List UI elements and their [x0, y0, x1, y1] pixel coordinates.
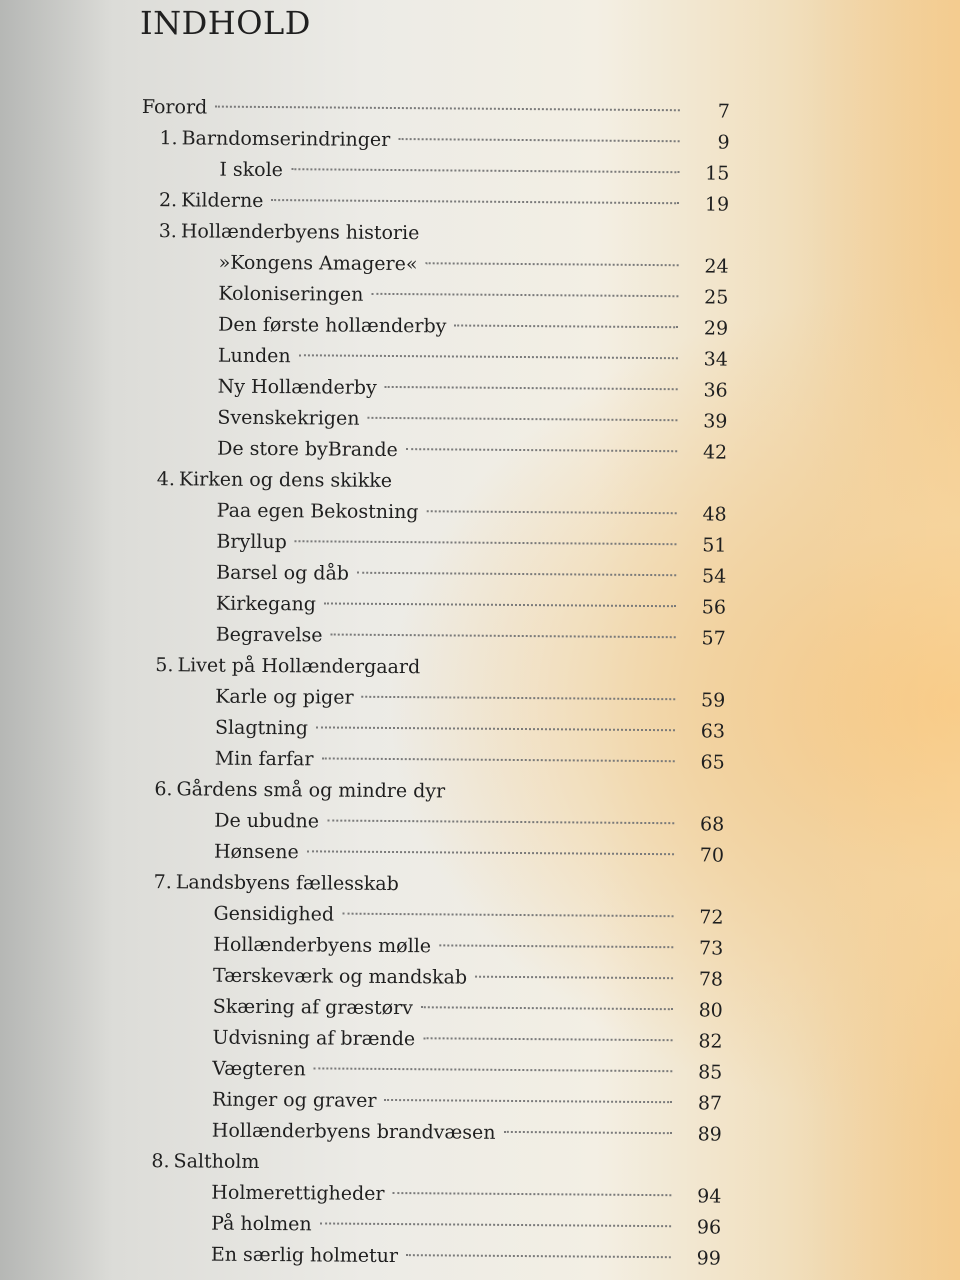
page-number: 54 — [701, 565, 727, 588]
dot-leader — [385, 385, 678, 390]
chapter-number: 1. — [159, 127, 178, 150]
dot-leader — [327, 818, 674, 824]
entry-title: Koloniseringen — [218, 282, 364, 306]
entry-title: Paa egen Bekostning — [216, 499, 419, 524]
page-number: 42 — [702, 441, 728, 464]
page-number: 70 — [699, 844, 725, 867]
toc-entry — [131, 1208, 721, 1244]
page-number: 99 — [696, 1247, 721, 1270]
toc-entry — [133, 898, 723, 934]
page-number: 48 — [702, 503, 727, 526]
dot-leader — [425, 261, 678, 266]
dot-leader — [406, 447, 677, 452]
entry-title: Svenskekrigen — [217, 406, 360, 430]
entry-title: En særlig holmetur — [210, 1243, 399, 1268]
dot-leader — [307, 849, 674, 855]
entry-title: Bryllup — [216, 530, 287, 554]
entry-title: Livet på Hollændergaard — [177, 654, 421, 679]
entry-title: Skæring af græstørv — [212, 995, 414, 1020]
page-number: 15 — [705, 162, 730, 185]
entry-title: Barndomserindringer — [181, 127, 391, 151]
toc-entry — [135, 743, 725, 779]
dot-leader — [295, 539, 677, 545]
dot-leader — [299, 353, 678, 359]
dot-leader — [439, 943, 673, 948]
dot-leader — [271, 198, 679, 204]
toc-entry — [133, 960, 723, 996]
page-title: INDHOLD — [140, 4, 311, 42]
dot-leader — [320, 1221, 671, 1227]
page-number: 68 — [699, 813, 725, 836]
toc-entry — [137, 402, 727, 438]
toc-entry — [138, 371, 728, 407]
entry-title: Min farfar — [214, 747, 314, 771]
page-number: 57 — [701, 627, 726, 650]
page-number: 19 — [704, 193, 730, 216]
chapter-number: 7. — [153, 871, 172, 894]
dot-leader — [427, 509, 677, 514]
dot-leader — [421, 1005, 673, 1010]
toc-entry — [134, 774, 724, 810]
dot-leader — [423, 1036, 672, 1041]
entry-title: Den første hollænderby — [218, 313, 447, 338]
dot-leader — [454, 323, 678, 328]
dot-leader — [215, 105, 680, 112]
page-number: 63 — [700, 720, 726, 743]
toc-entry — [136, 619, 726, 655]
entry-title: Gensidighed — [213, 902, 335, 926]
toc-entry — [137, 433, 727, 469]
entry-title: Forord — [141, 96, 208, 119]
entry-title: Saltholm — [173, 1150, 260, 1173]
entry-title: Barsel og dåb — [216, 561, 350, 585]
chapter-number: 2. — [158, 189, 178, 212]
entry-title: I skole — [219, 158, 284, 182]
page-number: 34 — [703, 348, 729, 371]
toc-entry — [134, 836, 724, 872]
entry-title: Hollænderbyens brandvæsen — [211, 1119, 496, 1144]
toc-entry — [131, 1239, 721, 1275]
entry-title: Tærskeværk og mandskab — [212, 964, 468, 989]
page-number: 89 — [697, 1123, 722, 1146]
toc-entry — [134, 867, 724, 903]
page-number: 24 — [704, 255, 729, 278]
toc-entry — [138, 278, 728, 314]
entry-title: Landsbyens fællesskab — [175, 871, 399, 896]
table-of-contents — [131, 92, 730, 1275]
toc-entry — [135, 650, 725, 686]
dot-leader — [321, 756, 674, 762]
chapter-number: 4. — [156, 468, 176, 491]
toc-entry — [139, 247, 729, 283]
dot-leader — [371, 292, 678, 297]
entry-title: Udvisning af brænde — [212, 1026, 416, 1051]
entry-title: Ringer og graver — [212, 1088, 377, 1112]
dot-leader — [357, 571, 676, 577]
page-number: 29 — [703, 317, 729, 340]
entry-title: De store byBrande — [217, 437, 398, 462]
entry-title: Vægteren — [212, 1057, 306, 1081]
page-number: 65 — [700, 751, 725, 774]
page-number: 85 — [698, 1061, 723, 1084]
dot-leader — [368, 416, 678, 421]
page-number: 7 — [717, 100, 730, 123]
page-number: 59 — [700, 689, 726, 712]
entry-title: Ny Hollænderby — [217, 375, 377, 399]
page-edge-glow — [810, 0, 960, 1280]
entry-title: Hollænderbyens mølle — [213, 933, 432, 958]
dot-leader — [398, 137, 679, 142]
page-number: 39 — [703, 410, 728, 433]
toc-entry — [139, 154, 729, 190]
page-number: 78 — [698, 968, 724, 991]
toc-entry — [131, 1146, 721, 1182]
chapter-number: 3. — [158, 220, 177, 243]
page-number: 72 — [699, 906, 724, 929]
dot-leader — [331, 633, 676, 639]
dot-leader — [393, 1191, 672, 1196]
entry-title: Hønsene — [213, 840, 299, 864]
toc-entry — [140, 123, 730, 159]
toc-entry — [133, 991, 723, 1027]
page-number: 56 — [701, 596, 727, 619]
page-number: 96 — [696, 1216, 722, 1239]
toc-entry — [138, 340, 728, 376]
page-shadow — [0, 0, 110, 1280]
toc-entry — [132, 1115, 722, 1151]
dot-leader — [342, 912, 673, 918]
entry-title: Kilderne — [181, 189, 264, 212]
dot-leader — [324, 601, 676, 607]
page-number: 80 — [698, 999, 723, 1022]
page-number: 25 — [704, 286, 729, 309]
entry-title: »Kongens Amagere« — [218, 251, 418, 276]
page-number: 94 — [697, 1185, 722, 1208]
entry-title: På holmen — [211, 1212, 312, 1236]
toc-entry — [136, 588, 726, 624]
entry-title: Lunden — [217, 344, 291, 368]
entry-title: Slagtning — [214, 716, 309, 740]
dot-leader — [475, 975, 673, 980]
entry-title: Hollænderbyens historie — [180, 220, 420, 245]
entry-title: Holmerettigheder — [211, 1181, 385, 1205]
toc-entry — [136, 526, 726, 562]
toc-entry — [138, 309, 728, 345]
dot-leader — [362, 695, 676, 700]
entry-title: Gårdens små og mindre dyr — [176, 778, 446, 803]
page-number: 82 — [698, 1030, 723, 1053]
page-number: 36 — [703, 379, 728, 402]
toc-entry — [140, 92, 730, 128]
toc-entry — [132, 1084, 722, 1120]
entry-title: Karle og piger — [215, 685, 354, 709]
dot-leader — [314, 1066, 673, 1072]
toc-entry — [133, 929, 723, 965]
dot-leader — [385, 1098, 673, 1103]
page-number: 87 — [697, 1092, 723, 1115]
dot-leader — [504, 1130, 672, 1134]
toc-entry — [136, 557, 726, 593]
toc-entry — [137, 495, 727, 531]
entry-title: Kirkegang — [215, 592, 317, 616]
toc-entry — [131, 1177, 721, 1213]
toc-entry — [139, 216, 729, 252]
toc-entry — [132, 1022, 722, 1058]
toc-entry — [139, 185, 729, 221]
dot-leader — [316, 725, 675, 731]
toc-entry — [135, 681, 725, 717]
toc-entry — [137, 464, 727, 500]
page-number: 73 — [699, 937, 724, 960]
page-number: 9 — [717, 131, 730, 154]
toc-entry — [132, 1053, 722, 1089]
toc-entry — [134, 805, 724, 841]
page-number: 51 — [702, 534, 727, 557]
entry-title: Begravelse — [215, 623, 323, 647]
chapter-number: 5. — [155, 654, 174, 677]
chapter-number: 6. — [154, 778, 173, 801]
chapter-number: 8. — [151, 1150, 170, 1173]
dot-leader — [406, 1253, 671, 1258]
dot-leader — [291, 167, 679, 173]
entry-title: De ubudne — [214, 809, 320, 833]
toc-entry — [135, 712, 725, 748]
entry-title: Kirken og dens skikke — [178, 468, 393, 492]
